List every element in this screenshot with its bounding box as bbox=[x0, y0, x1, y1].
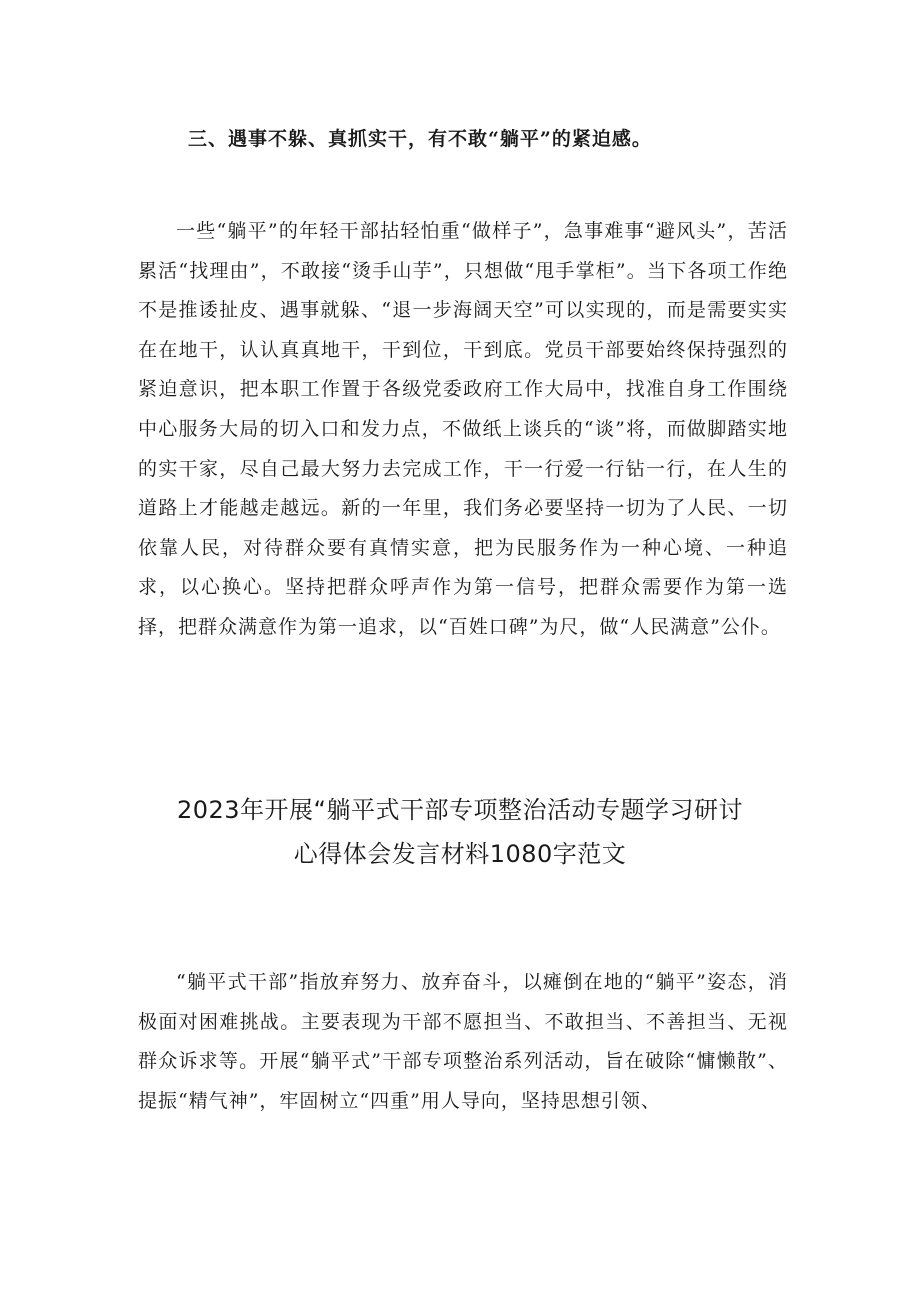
article-title-line-2: 心得体会发言材料1080字范文 bbox=[293, 840, 627, 868]
section-body bbox=[138, 212, 788, 648]
section-heading: 三、遇事不躲、真抓实干，有不敢“躺平”的紧迫感。 bbox=[188, 128, 652, 150]
article-title-line-1: 2023年开展“躺平式干部专项整治活动专题学习研讨 bbox=[176, 796, 743, 824]
article-title bbox=[100, 788, 820, 876]
article-body bbox=[138, 963, 788, 1121]
article-intro-paragraph: “躺平式干部”指放弃努力、放弃奋斗，以瘫倒在地的“躺平”姿态，消极面对困难挑战。主要表现为干部不愿担当、不敢担当、不善担当、无视群众诉求等。开展“躺平式”干部专项整治系列活动，旨在破除“慵懒散”、提振“精气神”，牢固树立“四重”用人导向，坚持思想引领、 bbox=[138, 971, 788, 1112]
section-paragraph: 一些“躺平”的年轻干部拈轻怕重“做样子”，急事难事“避风头”，苦活累活“找理由”，不敢接“烫手山芋”，只想做“甩手掌柜”。当下各项工作绝不是推诿扯皮、遇事就躲、“退一步海阔天空”可以实现的，而是需要实实在在地干，认认真真地干，干到位，干到底。党员干部要始终保持强烈的紧迫意识，把本职工作置于各级党委政府工作大局中，找准自身工作围绕中心服务大局的切入口和发力点，不做纸上谈兵的“谈”将，而做脚踏实地的实干家，尽自己最大努力去完成工作，干一行爱一行钻一行，在人生的道路上才能越走越远。新的一年里，我们务必要坚持一切为了人民、一切依靠人民，对待群众要有真情实意，把为民服务作为一种心境、一种追求，以心换心。坚持把群众呼声作为第一信号，把群众需要作为第一选择，把群众满意作为第一追求，以“百姓口碑”为尺，做“人民满意”公仆。 bbox=[138, 220, 788, 638]
